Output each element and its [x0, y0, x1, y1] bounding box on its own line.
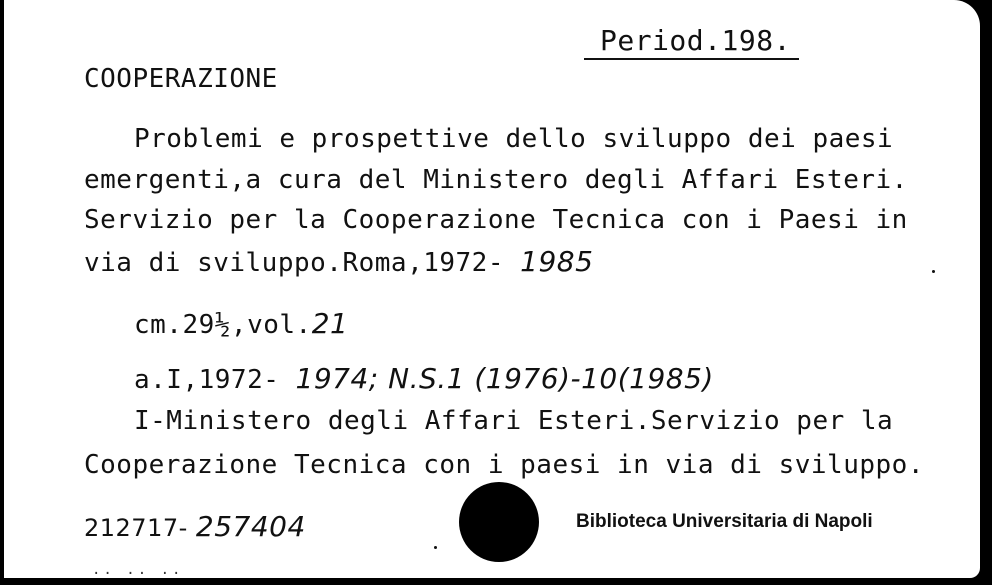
title-year-end-handwritten: 1985: [520, 245, 594, 278]
card-edge-shadow: [980, 0, 992, 585]
footer-dots: .. .. ..: [92, 562, 184, 578]
speck: [932, 270, 935, 273]
size-vol-handwritten: 21: [311, 307, 349, 340]
holdings-handwritten: 1974; N.S.1 (1976)-10(1985): [295, 362, 714, 395]
title-line-1: Problemi e prospettive dello sviluppo dei paesi: [134, 124, 894, 154]
library-stamp: Biblioteca Universitaria di Napoli: [576, 511, 873, 532]
accession-typed: 212717-: [84, 514, 188, 542]
shelfmark: Period.198.: [584, 24, 799, 60]
note-line-2: Cooperazione Tecnica con i paesi in via di sviluppo.: [84, 450, 924, 480]
title-line-4: [84, 245, 593, 278]
holdings-typed: a.I,1972-: [134, 365, 280, 395]
size-line: [134, 307, 348, 340]
holdings-line: [134, 362, 714, 395]
subject-heading: COOPERAZIONE: [84, 64, 278, 94]
note-line-1: I-Ministero degli Affari Esteri.Servizio per la: [134, 406, 894, 436]
title-line-3: Servizio per la Cooperazione Tecnica con i Paesi in: [84, 205, 908, 235]
size-typed: cm.29½,vol.: [134, 310, 312, 340]
speck: [434, 546, 437, 549]
accession-handwritten: 257404: [195, 510, 306, 543]
title-line-2: emergenti,a cura del Ministero degli Affari Esteri.: [84, 165, 908, 195]
accession-number: [84, 510, 306, 543]
punch-hole: [459, 482, 539, 562]
title-line-4-typed: via di sviluppo.Roma,1972-: [84, 248, 504, 278]
catalog-card: [4, 0, 980, 578]
